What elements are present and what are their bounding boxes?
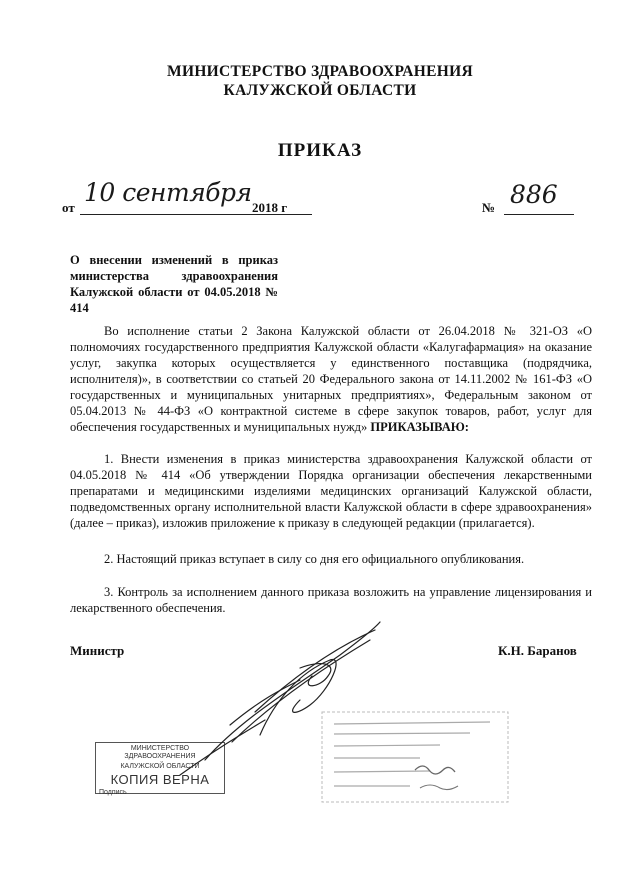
document-title: ПРИКАЗ [277, 140, 363, 161]
item-3-paragraph: 3. Контроль за исполнением данного приказа возложить на управление лицензирования и лекарственного обеспечения. [70, 585, 592, 615]
stamp-title: КОПИЯ ВЕРНА [110, 772, 210, 787]
stamp-line-2: КАЛУЖСКОЙ ОБЛАСТИ [120, 763, 200, 770]
signer-name: К.Н. Баранов [498, 643, 577, 658]
preamble-text: Во исполнение статьи 2 Закона Калужской области от 26.04.2018 № 321-ОЗ «О полномочиях государственного предприятия Калужской области «Калугафармация» на оказание услуг, закупка которых осуществляется у единственного поставщика (подрядчика, исполнителя)», в соответствии со статьей 20 Федерального закона от 14.11.2002 № 161-ФЗ «О государственных и муниципальных унитарных предприятиях», Федеральным законом от 05.04.2013 № 44-ФЗ «О контрактной системе в сфере закупок товаров, работ, услуг для обеспечения государственных и муниципальных нужд» [70, 324, 592, 434]
handwritten-date: 10 сентября [84, 178, 252, 207]
item-2-paragraph: 2. Настоящий приказ вступает в силу со дня его официального опубликования. [104, 552, 525, 566]
stamp-line-1: МИНИСТЕРСТВО ЗДРАВООХРАНЕНИЯ [124, 745, 196, 760]
handwritten-number: 886 [510, 180, 558, 209]
order-subject: О внесении изменений в приказ министерства здравоохранения Калужской области от 04.05.2018 № 414 [70, 253, 278, 315]
number-label: № [482, 200, 496, 215]
ministry-name-line2: КАЛУЖСКОЙ ОБЛАСТИ [223, 82, 417, 99]
ministry-name-line1: МИНИСТЕРСТВО ЗДРАВООХРАНЕНИЯ [167, 63, 473, 80]
order-word: ПРИКАЗЫВАЮ: [370, 420, 469, 434]
signer-position: Министр [70, 643, 125, 658]
stamp-signature-label: Подпись [99, 789, 127, 796]
date-year: 2018 г [252, 200, 288, 215]
date-from-label: от [62, 200, 75, 215]
item-1-paragraph: 1. Внести изменения в приказ министерства здравоохранения Калужской области от 04.05.2018 № 414 «Об утверждении Порядка организации обеспечения лекарственными препаратами и медицинскими изделиями медицинских организаций Калужской области, подведомственных органу исполнительной власти Калужской области в сфере здравоохранения» (далее – приказ), изложив приложение к приказу в следующей редакции (прилагается). [70, 452, 592, 530]
